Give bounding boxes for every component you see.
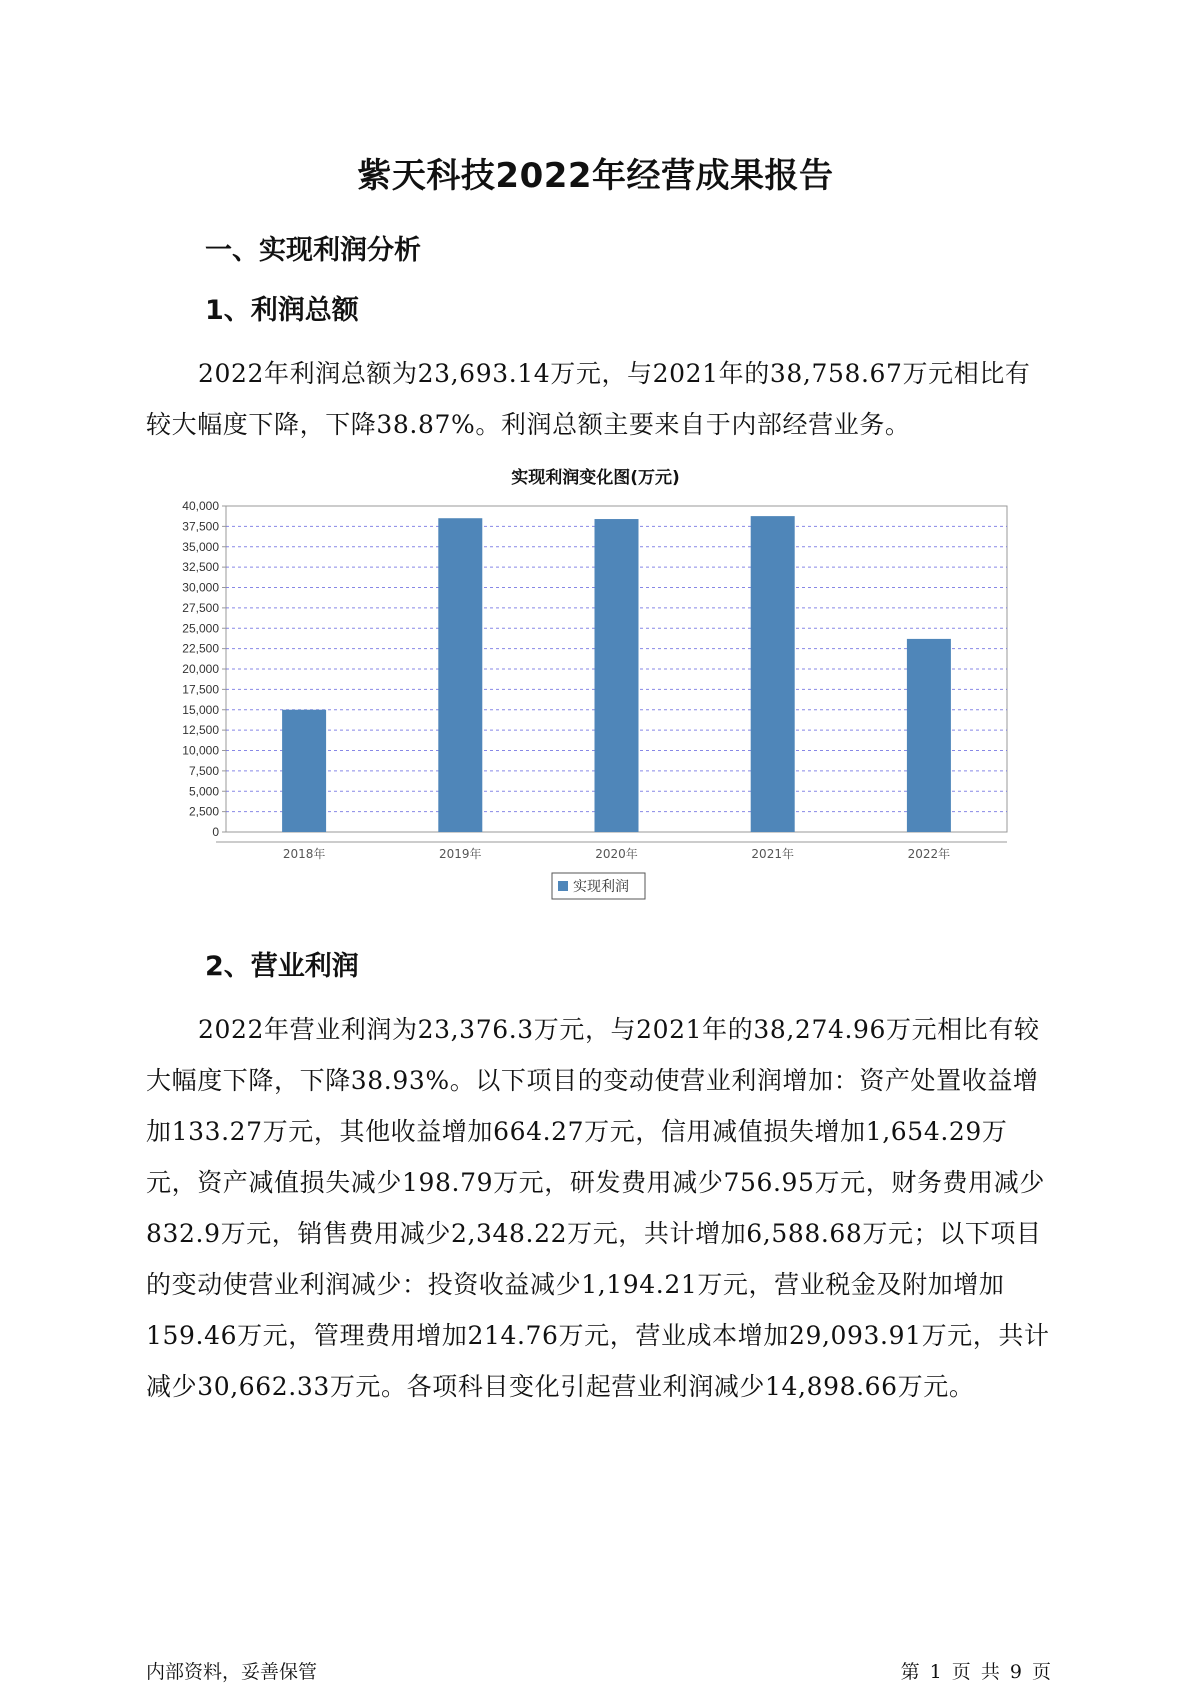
chart-title: 实现利润变化图(万元) bbox=[511, 468, 680, 488]
y-tick-label: 0 bbox=[212, 825, 219, 839]
y-tick-label: 22,500 bbox=[182, 641, 219, 656]
y-tick-label: 15,000 bbox=[182, 702, 219, 717]
y-tick-label: 35,000 bbox=[182, 539, 219, 554]
bar bbox=[438, 518, 482, 832]
bar bbox=[595, 519, 639, 832]
y-tick-label: 5,000 bbox=[188, 784, 219, 799]
y-tick-label: 20,000 bbox=[182, 662, 219, 676]
legend-swatch bbox=[558, 881, 568, 891]
y-tick-label: 12,500 bbox=[182, 723, 219, 738]
bar bbox=[282, 710, 326, 832]
footer-confidential-note: 内部资料，妥善保管 bbox=[146, 1661, 318, 1683]
bar bbox=[907, 639, 951, 832]
y-tick-label: 10,000 bbox=[182, 743, 219, 758]
y-tick-label: 17,500 bbox=[182, 682, 219, 697]
footer-page-number: 第 1 页 共 9 页 bbox=[900, 1661, 1051, 1683]
legend-label: 实现利润 bbox=[573, 879, 629, 895]
y-tick-label: 32,500 bbox=[182, 560, 219, 575]
x-tick-label: 2019年 bbox=[439, 847, 482, 861]
operating-profit-paragraph: 2022年营业利润为23,376.3万元，与2021年的38,274.96万元相比有较大幅度下降，下降38.93%。以下项目的变动使营业利润增加：资产处置收益增加133.27万元，其他收益增加664.27万元，信用减值损失增加1,654.29万元，资产减值损失减少198.79万元，研发费用减少756.95万元，财务费用减少832.9万元，销售费用减少2,348.22万元，共计增加6,588.68万元；以下项目的变动使营业利润减少：投资收益减少1,194.21万元，营业税金及附加增加159.46万元，管理费用增加214.76万元，营业成本增加29,093.91万元，共计减少30,662.33万元。各项科目变化引起营业利润减少14,898.66万元。 bbox=[146, 1015, 1050, 1401]
y-tick-label: 27,500 bbox=[182, 600, 219, 615]
subheading-total-profit: 1、利润总额 bbox=[205, 295, 359, 326]
total-profit-paragraph: 2022年利润总额为23,693.14万元，与2021年的38,758.67万元相比有较大幅度下降，下降38.87%。利润总额主要来自于内部经营业务。 bbox=[146, 359, 1031, 439]
y-tick-label: 7,500 bbox=[188, 763, 219, 778]
x-tick-label: 2022年 bbox=[907, 847, 951, 861]
y-tick-label: 30,000 bbox=[182, 580, 219, 595]
x-tick-label: 2021年 bbox=[751, 847, 794, 861]
y-tick-label: 37,500 bbox=[182, 519, 219, 534]
x-tick-label: 2020年 bbox=[595, 847, 638, 861]
section-heading-profit-analysis: 一、实现利润分析 bbox=[205, 235, 421, 266]
x-tick-label: 2018年 bbox=[282, 847, 326, 861]
y-tick-label: 25,000 bbox=[182, 621, 219, 636]
y-tick-label: 40,000 bbox=[182, 499, 219, 513]
page-title: 紫天科技2022年经营成果报告 bbox=[357, 156, 834, 196]
bar bbox=[751, 516, 795, 832]
subheading-operating-profit: 2、营业利润 bbox=[205, 951, 359, 982]
y-tick-label: 2,500 bbox=[188, 804, 219, 819]
